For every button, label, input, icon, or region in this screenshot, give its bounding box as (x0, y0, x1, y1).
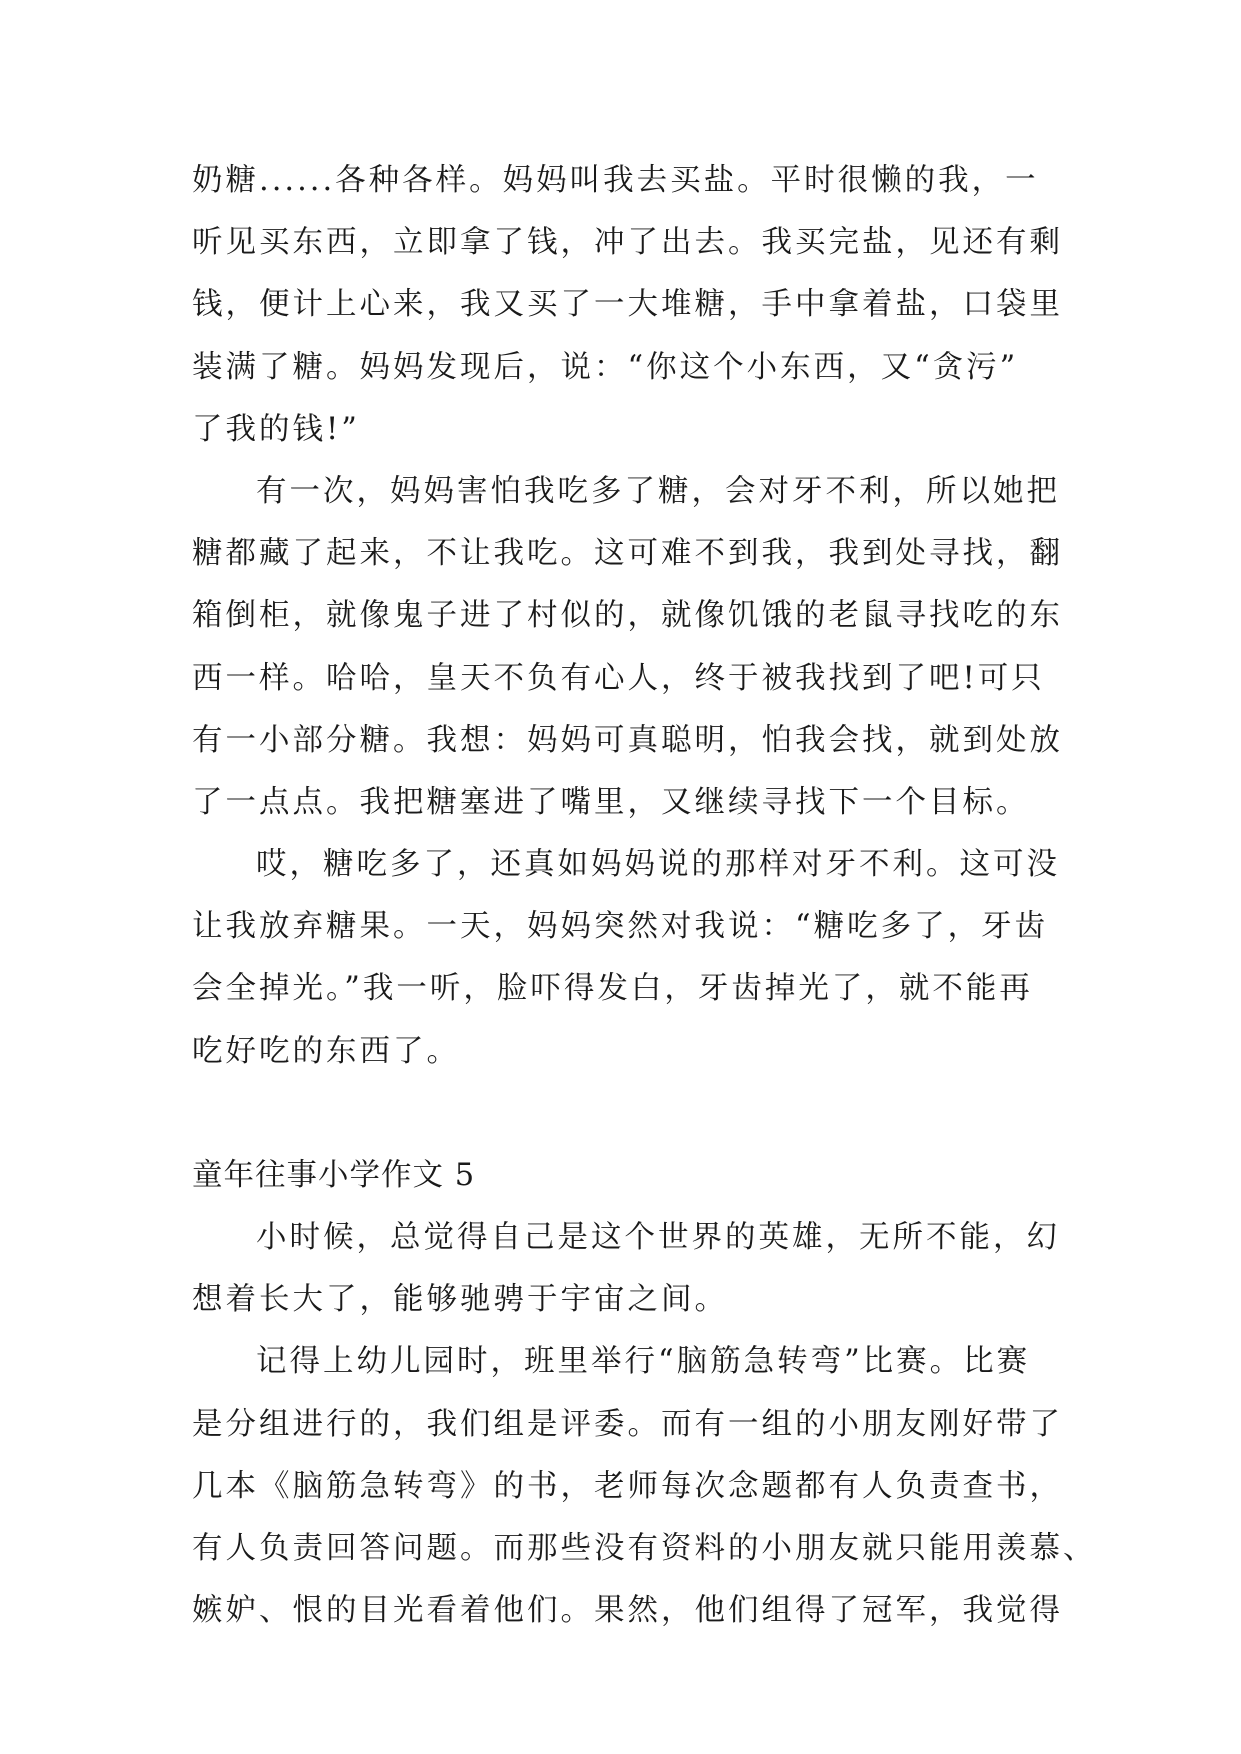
text-line: 会全掉光。”我一听，脸吓得发白，牙齿掉光了，就不能再 (192, 971, 1033, 1007)
paragraph (192, 150, 1063, 461)
text-line: 几本《脑筋急转弯》的书，老师每次念题都有人负责查书， (192, 1468, 1063, 1504)
text-line: 哎，糖吃多了，还真如妈妈说的那样对牙不利。这可没 (256, 847, 1060, 883)
text-line: 了我的钱!” (192, 411, 360, 447)
text-line: 想着长大了，能够驰骋于宇宙之间。 (192, 1282, 728, 1318)
text-line: 记得上幼儿园时，班里举行“脑筋急转弯”比赛。比赛 (256, 1344, 1031, 1380)
text-line: 了一点点。我把糖塞进了嘴里，又继续寻找下一个目标。 (192, 784, 1030, 820)
section-spacer (192, 1083, 1057, 1145)
text-line: 奶糖......各种各样。妈妈叫我去买盐。平时很懒的我，一 (192, 163, 1039, 198)
paragraph (192, 1331, 1097, 1642)
text-line: 嫉妒、恨的目光看着他们。果然，他们组得了冠军，我觉得 (192, 1593, 1063, 1629)
text-line: 糖都藏了起来，不让我吃。这可难不到我，我到处寻找，翻 (192, 536, 1063, 572)
section-heading: 童年往事小学作文 5 (192, 1157, 476, 1193)
text-line: 听见买东西，立即拿了钱，冲了出去。我买完盐，见还有剩 (192, 225, 1063, 261)
text-line: 有一小部分糖。我想：妈妈可真聪明，怕我会找，就到处放 (192, 722, 1063, 758)
text-line: 让我放弃糖果。一天，妈妈突然对我说：“糖吃多了，牙齿 (192, 909, 1049, 945)
text-line: 吃好吃的东西了。 (192, 1033, 460, 1069)
text-line: 箱倒柜，就像鬼子进了村似的，就像饥饿的老鼠寻找吃的东 (192, 598, 1063, 634)
paragraph (192, 834, 1060, 1083)
text-line: 是分组进行的，我们组是评委。而有一组的小朋友刚好带了 (192, 1406, 1063, 1442)
text-line: 西一样。哈哈，皇天不负有心人，终于被我找到了吧!可只 (192, 660, 1045, 696)
paragraph (192, 1207, 1060, 1331)
text-line: 装满了糖。妈妈发现后，说：“你这个小东西，又“贪污” (192, 349, 1019, 385)
paragraph (192, 461, 1063, 834)
document-body (192, 150, 1097, 1642)
text-line: 小时候，总觉得自己是这个世界的英雄，无所不能，幻 (256, 1220, 1060, 1255)
text-line: 有人负责回答问题。而那些没有资料的小朋友就只能用羡慕、 (192, 1530, 1097, 1566)
text-line: 有一次，妈妈害怕我吃多了糖，会对牙不利，所以她把 (256, 473, 1060, 509)
text-line: 钱，便计上心来，我又买了一大堆糖，手中拿着盐，口袋里 (192, 287, 1063, 323)
